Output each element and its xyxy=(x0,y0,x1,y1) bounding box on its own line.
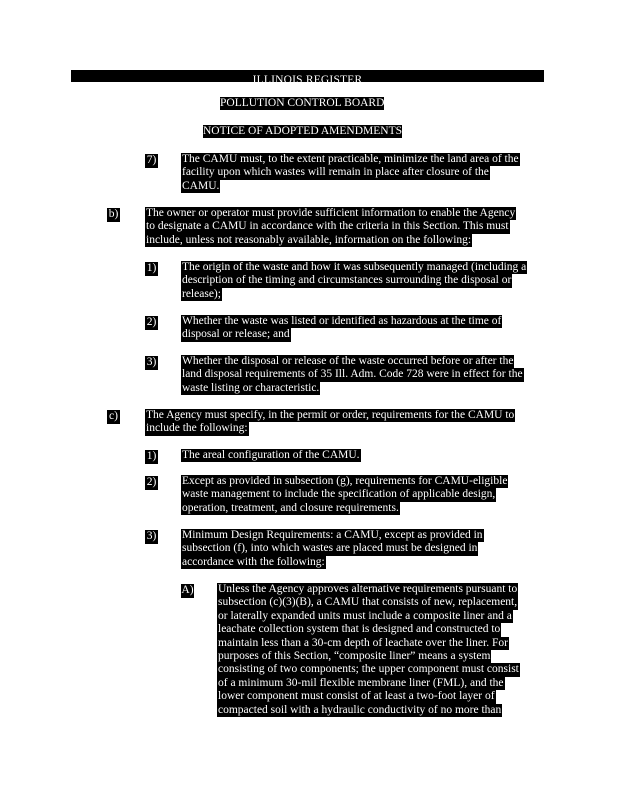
item-marker: 1) xyxy=(146,450,157,462)
paragraph-item xyxy=(181,529,484,569)
text-line: lower component must consist of at least a two-foot layer of xyxy=(218,690,495,703)
text-line: CAMU. xyxy=(182,179,220,192)
text-line: to designate a CAMU in accordance with the criteria in this Section. This must xyxy=(146,220,509,233)
text-line: The owner or operator must provide sufficient information to enable the Agency xyxy=(146,207,516,219)
item-marker: 2) xyxy=(146,316,157,328)
text-line: maintain less than a 30-cm depth of leachate over the liner. For xyxy=(218,636,508,649)
text-line: subsection (f), into which wastes are placed must be designed in xyxy=(182,542,478,555)
text-line: Unless the Agency approves alternative requirements pursuant to xyxy=(218,583,518,595)
paragraph-item xyxy=(217,583,520,717)
item-marker: 3) xyxy=(146,530,157,542)
text-line: Except as provided in subsection (g), requirements for CAMU-eligible xyxy=(182,475,508,487)
text-line: release); xyxy=(182,287,221,300)
text-line: operation, treatment, and closure requirements. xyxy=(182,501,399,514)
text-line: waste listing or characteristic. xyxy=(182,381,320,394)
paragraph-item xyxy=(181,261,527,301)
item-marker: A) xyxy=(181,584,194,596)
text-line: waste management to include the specification of applicable design, xyxy=(182,488,496,501)
item-marker: c) xyxy=(107,410,120,424)
text-line: purposes of this Section, “composite liner” means a system xyxy=(218,649,491,662)
paragraph-item xyxy=(181,355,524,395)
text-line: subsection (c)(3)(B), a CAMU that consists of new, replacement, xyxy=(218,596,518,609)
text-line: facility upon which wastes will remain in place after closure of the xyxy=(182,166,489,179)
text-line: or laterally expanded units must include a composite liner and a xyxy=(218,609,512,622)
text-line: consisting of two components; the upper component must consist xyxy=(218,663,519,676)
text-line: The areal configuration of the CAMU. xyxy=(182,449,360,461)
paragraph-item xyxy=(181,153,520,193)
text-line: include the following: xyxy=(146,422,248,435)
register-header-bar xyxy=(71,70,544,86)
item-marker: 7) xyxy=(146,154,157,166)
notice-title: NOTICE OF ADOPTED AMENDMENTS xyxy=(203,125,403,137)
text-line: compacted soil with a hydraulic conductivity of no more than xyxy=(218,703,502,716)
text-line: include, unless not reasonably available, information on the following: xyxy=(146,233,472,246)
text-line: land disposal requirements of 35 Ill. Adm. Code 728 were in effect for the xyxy=(182,368,523,381)
text-line: of a minimum 30-mil flexible membrane liner (FML), and the xyxy=(218,676,504,689)
text-line: The CAMU must, to the extent practicable, minimize the land area of the xyxy=(182,153,519,165)
text-line: The origin of the waste and how it was subsequently managed (including a xyxy=(182,261,527,273)
item-marker: 1) xyxy=(146,262,157,274)
board-title: POLLUTION CONTROL BOARD xyxy=(220,97,385,109)
text-line: description of the timing and circumstances surrounding the disposal or xyxy=(182,274,512,287)
text-line: leachate collection system that is designed and constructed to xyxy=(218,623,501,636)
text-line: The Agency must specify, in the permit or order, requirements for the CAMU to xyxy=(146,409,515,421)
paragraph-item xyxy=(145,409,515,436)
text-line: Minimum Design Requirements: a CAMU, except as provided in xyxy=(182,529,483,541)
paragraph-item xyxy=(181,449,361,462)
text-line: Whether the waste was listed or identified as hazardous at the time of xyxy=(182,315,502,327)
text-line: Whether the disposal or release of the waste occurred before or after the xyxy=(182,355,514,367)
text-line: disposal or release; and xyxy=(182,328,290,341)
item-marker: 3) xyxy=(146,356,157,368)
paragraph-item xyxy=(181,315,502,342)
paragraph-item xyxy=(181,475,508,515)
paragraph-item xyxy=(145,207,516,247)
item-marker: 2) xyxy=(146,476,157,488)
item-marker: b) xyxy=(108,208,119,220)
text-line: accordance with the following: xyxy=(182,555,325,568)
register-title: ILLINOIS REGISTER xyxy=(252,74,363,86)
